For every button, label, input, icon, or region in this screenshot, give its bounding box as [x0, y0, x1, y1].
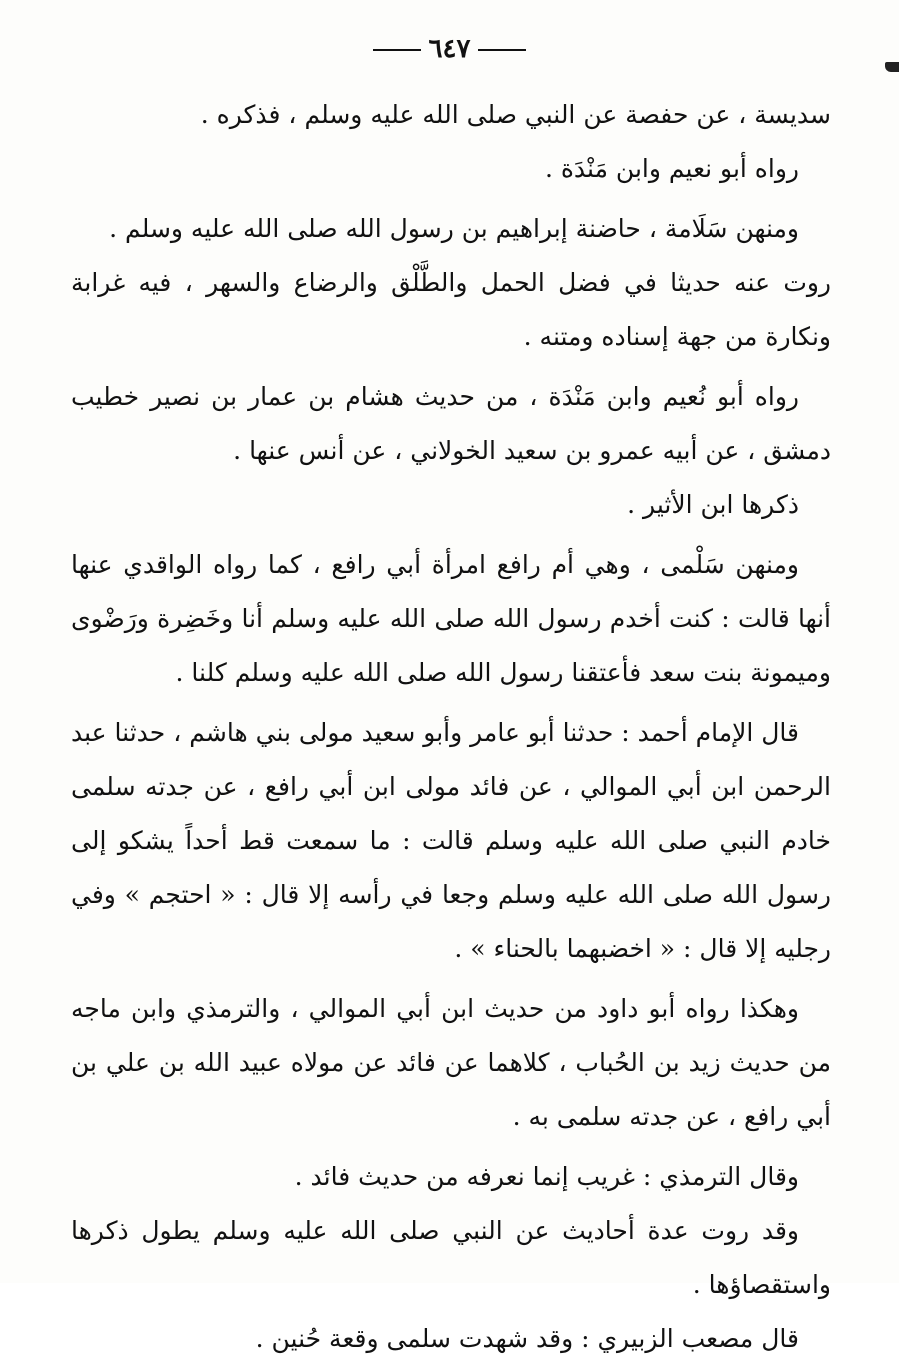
paragraph-11: وقد روت عدة أحاديث عن النبي صلى الله عليه وسلم يطول ذكرها واستقصاؤها .	[71, 1216, 831, 1299]
page-number-header	[0, 34, 899, 64]
paragraph-5: رواه أبو نُعيم وابن مَنْدَة ، من حديث هشام بن عمار بن نصير خطيب دمشق ، عن أبيه عمرو بن سعيد الخولاني ، عن أنس عنها .	[71, 382, 831, 465]
right-dash	[478, 49, 526, 51]
page-number: ٦٤٧	[428, 34, 471, 64]
paragraph-4: روت عنه حديثا في فضل الحمل والطَّلْق والرضاع والسهر ، فيه غرابة ونكارة من جهة إسناده ومتنه .	[71, 268, 831, 351]
paragraph-7: ومنهن سَلْمى ، وهي أم رافع امرأة أبي رافع ، كما رواه الواقدي عنها أنها قالت : كنت أخدم رسول الله صلى الله عليه وسلم أنا وخَضِرة ورَضْوى وميمونة بنت سعد فأعتقنا رسول الله صلى الله عليه وسلم كلنا .	[71, 550, 831, 687]
paragraph-1: سديسة ، عن حفصة عن النبي صلى الله عليه وسلم ، فذكره .	[200, 100, 831, 129]
left-dash	[373, 49, 421, 51]
paragraph-10: وقال الترمذي : غريب إنما نعرفه من حديث فائد .	[294, 1162, 799, 1191]
paragraph-6: ذكرها ابن الأثير .	[627, 490, 799, 519]
paragraph-8: قال الإمام أحمد : حدثنا أبو عامر وأبو سعيد مولى بني هاشم ، حدثنا عبد الرحمن ابن أبي الموالي ، عن فائد مولى ابن أبي رافع ، عن جدته سلمى خادم النبي صلى الله عليه وسلم قالت : ما سمعت قط أحداً يشكو إلى رسول الله صلى الله عليه وسلم وجعا في رأسه إلا قال : « احتجم » وفي رجليه إلا قال : « اخضبهما بالحناء » .	[71, 718, 832, 963]
paragraph-3: ومنهن سَلَامة ، حاضنة إبراهيم بن رسول الله صلى الله عليه وسلم .	[109, 214, 799, 243]
paragraph-2: رواه أبو نعيم وابن مَنْدَة .	[544, 154, 799, 183]
paragraph-12: قال مصعب الزبيري : وقد شهدت سلمى وقعة حُنين .	[255, 1324, 799, 1353]
page-body	[71, 88, 831, 1366]
paragraph-9: وهكذا رواه أبو داود من حديث ابن أبي الموالي ، والترمذي وابن ماجه من حديث زيد بن الحُباب ، كلاهما عن فائد عن مولاه عبيد الله بن علي بن أبي رافع ، عن جدته سلمى به .	[71, 994, 831, 1131]
